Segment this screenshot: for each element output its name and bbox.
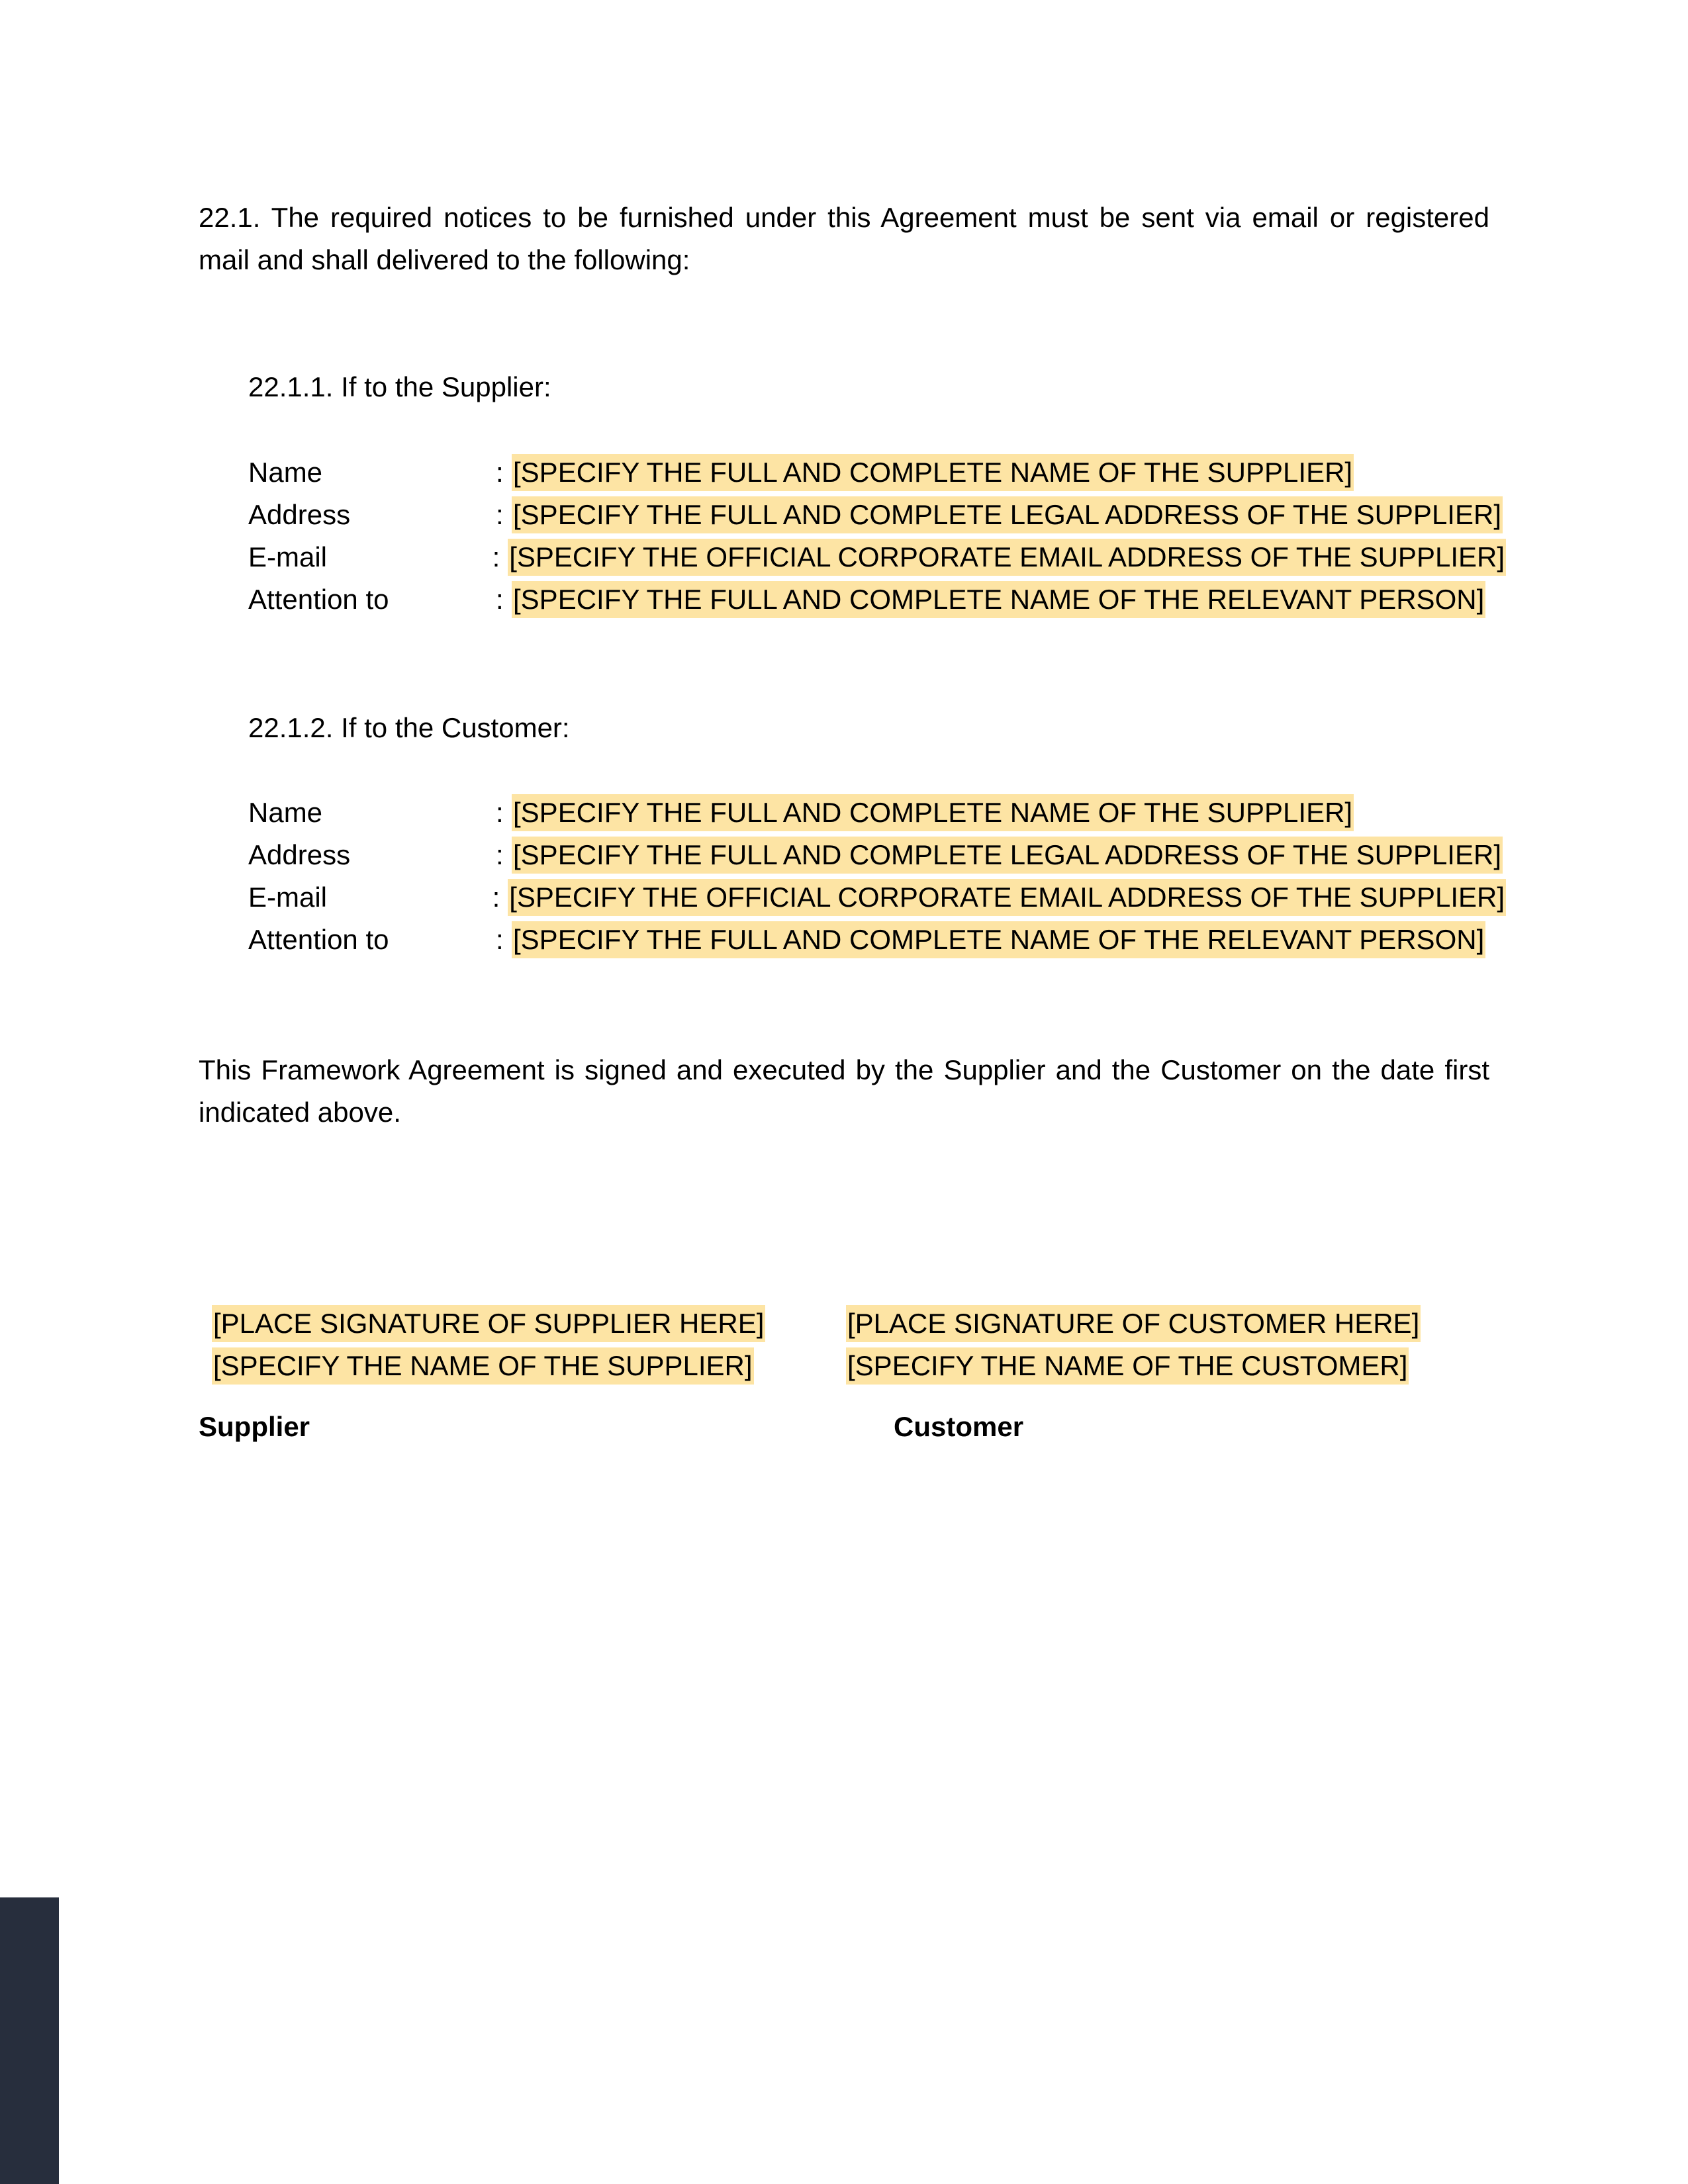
decorative-side-bar [0,1897,59,2184]
customer-attention-row [248,919,1506,961]
supplier-contact-block [248,451,1506,621]
supplier-email-row [248,536,1506,578]
supplier-address-row [248,494,1506,536]
field-colon: : [492,882,500,913]
supplier-address-placeholder: [SPECIFY THE FULL AND COMPLETE LEGAL ADDRESS OF THE SUPPLIER] [512,496,1503,533]
supplier-name-signature-placeholder: [SPECIFY THE NAME OF THE SUPPLIER] [212,1347,754,1385]
supplier-signature-placeholder: [PLACE SIGNATURE OF SUPPLIER HERE] [212,1305,765,1342]
field-label: Attention to [248,924,389,955]
supplier-section-heading: 22.1.1. If to the Supplier: [248,371,551,402]
customer-address-placeholder: [SPECIFY THE FULL AND COMPLETE LEGAL ADDRESS OF THE SUPPLIER] [512,837,1503,874]
field-label: Address [248,499,351,530]
customer-email-row [248,876,1506,919]
field-label: E-mail [248,882,328,913]
supplier-attention-row [248,578,1506,621]
customer-signature-placeholder: [PLACE SIGNATURE OF CUSTOMER HERE] [846,1305,1421,1342]
field-colon: : [496,584,504,615]
name-line [846,1345,1421,1387]
customer-name-row [248,792,1506,834]
customer-section-heading: 22.1.2. If to the Customer: [248,712,570,743]
signature-line [212,1302,765,1345]
customer-attention-placeholder: [SPECIFY THE FULL AND COMPLETE NAME OF THE RELEVANT PERSON] [512,921,1485,958]
customer-name-placeholder: [SPECIFY THE FULL AND COMPLETE NAME OF THE SUPPLIER] [512,794,1354,831]
supplier-attention-placeholder: [SPECIFY THE FULL AND COMPLETE NAME OF THE RELEVANT PERSON] [512,581,1485,618]
closing-paragraph: This Framework Agreement is signed and executed by the Supplier and the Customer on the date first indicated above. [199,1054,1489,1128]
field-colon: : [492,541,500,572]
notice-clause-paragraph: 22.1. The required notices to be furnished under this Agreement must be sent via email or registered mail and shall delivered to the following: [199,202,1489,275]
customer-role-label: Customer [894,1411,1024,1442]
field-label: E-mail [248,541,328,572]
supplier-role-label: Supplier [199,1411,310,1442]
signature-line [846,1302,1421,1345]
supplier-email-placeholder: [SPECIFY THE OFFICIAL CORPORATE EMAIL ADDRESS OF THE SUPPLIER] [508,539,1506,576]
field-label: Name [248,457,323,488]
field-label: Attention to [248,584,389,615]
supplier-name-placeholder: [SPECIFY THE FULL AND COMPLETE NAME OF THE SUPPLIER] [512,454,1354,491]
supplier-name-row [248,451,1506,494]
customer-contact-block [248,792,1506,961]
name-line [212,1345,765,1387]
field-colon: : [496,499,504,530]
field-label: Name [248,797,323,828]
field-colon: : [496,924,504,955]
customer-signature-block [846,1302,1421,1387]
field-colon: : [496,457,504,488]
field-label: Address [248,839,351,870]
field-colon: : [496,839,504,870]
customer-email-placeholder: [SPECIFY THE OFFICIAL CORPORATE EMAIL ADDRESS OF THE SUPPLIER] [508,879,1506,916]
field-colon: : [496,797,504,828]
supplier-signature-block [212,1302,765,1387]
customer-name-signature-placeholder: [SPECIFY THE NAME OF THE CUSTOMER] [846,1347,1409,1385]
customer-address-row [248,834,1506,876]
